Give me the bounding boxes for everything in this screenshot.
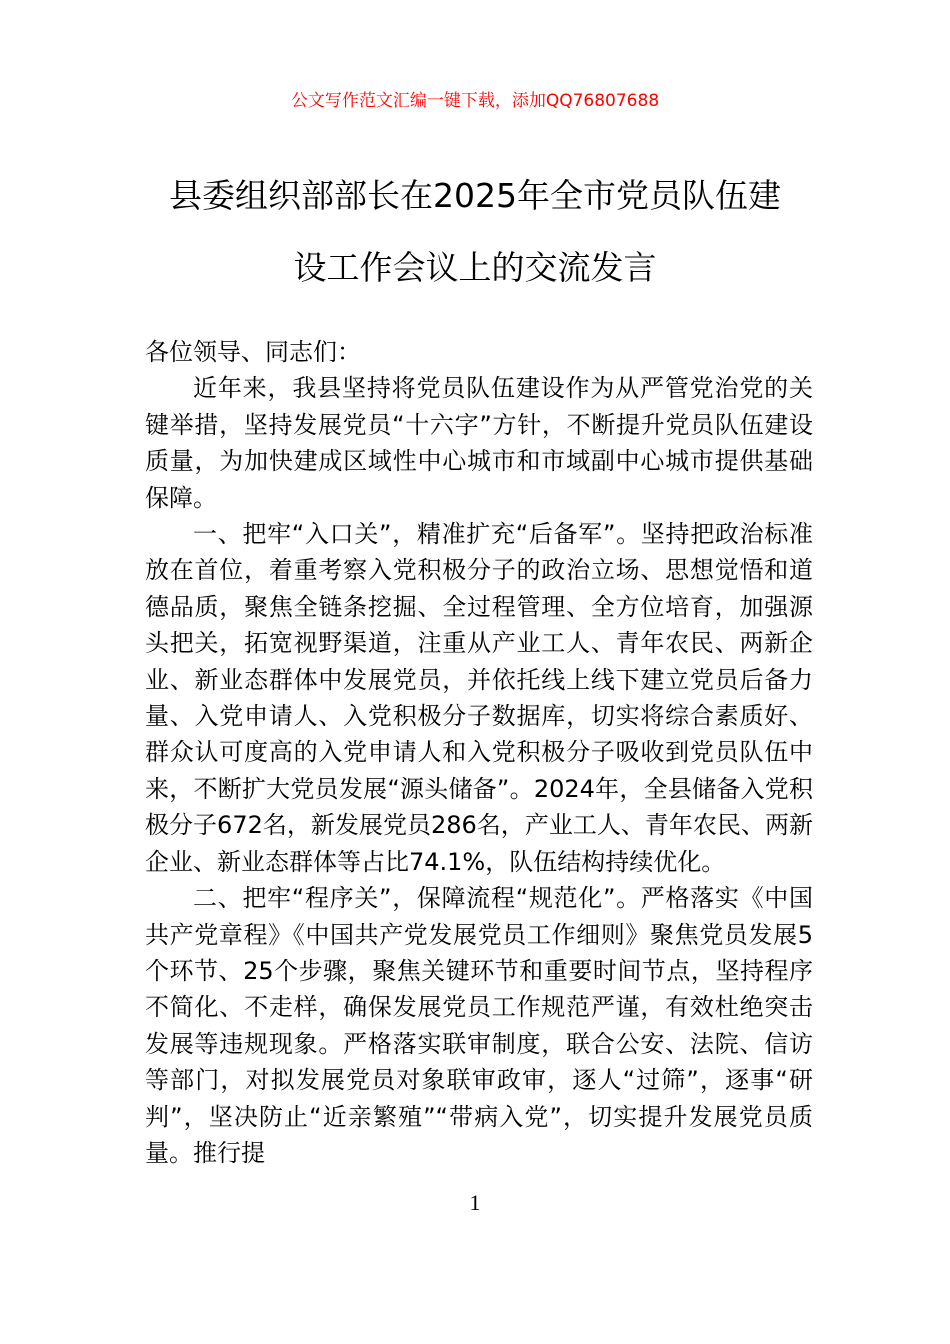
- document-title-line-1: 县委组织部部长在2025年全市党员队伍建: [169, 176, 781, 215]
- page-number: 1: [469, 1190, 481, 1215]
- paragraph-intro: 近年来，我县坚持将党员队伍建设作为从严管党治党的关键举措，坚持发展党员“十六字”方针，不断提升党员队伍建设质量，为加快建成区域性中心城市和市域副中心城市提供基础保障。: [145, 374, 813, 512]
- paragraph-section-2: 二、把牢“程序关”，保障流程“规范化”。严格落实《中国共产党章程》《中国共产党发展党员工作细则》聚焦党员发展5个环节、25个步骤，聚焦关键环节和重要时间节点，坚持程序不简化、不走样，确保发展党员工作规范严谨，有效杜绝突击发展等违规现象。严格落实联审制度，联合公安、法院、信访等部门，对拟发展党员对象联审政审，逐人“过筛”，逐事“研判”，坚决防止“近亲繁殖”“带病入党”，切实提升发展党员质量。推行提: [145, 884, 813, 1167]
- document-title-line-2: 设工作会议上的交流发言: [293, 248, 657, 287]
- paragraph-section-1: 一、把牢“入口关”，精准扩充“后备军”。坚持把政治标准放在首位，着重考察入党积极分子的政治立场、思想觉悟和道德品质，聚焦全链条挖掘、全过程管理、全方位培育，加强源头把关，拓宽视野渠道，注重从产业工人、青年农民、两新企业、新业态群体中发展党员，并依托线上线下建立党员后备力量、入党申请人、入党积极分子数据库，切实将综合素质好、群众认可度高的入党申请人和入党积极分子吸收到党员队伍中来，不断扩大党员发展“源头储备”。2024年，全县储备入党积极分子672名，新发展党员286名，产业工人、青年农民、两新企业、新业态群体等占比74.1%，队伍结构持续优化。: [145, 520, 813, 876]
- salutation: 各位领导、同志们：: [145, 338, 361, 366]
- download-banner: 公文写作范文汇编一键下载，添加QQ76807688: [290, 91, 660, 111]
- document-body: [145, 334, 813, 1167]
